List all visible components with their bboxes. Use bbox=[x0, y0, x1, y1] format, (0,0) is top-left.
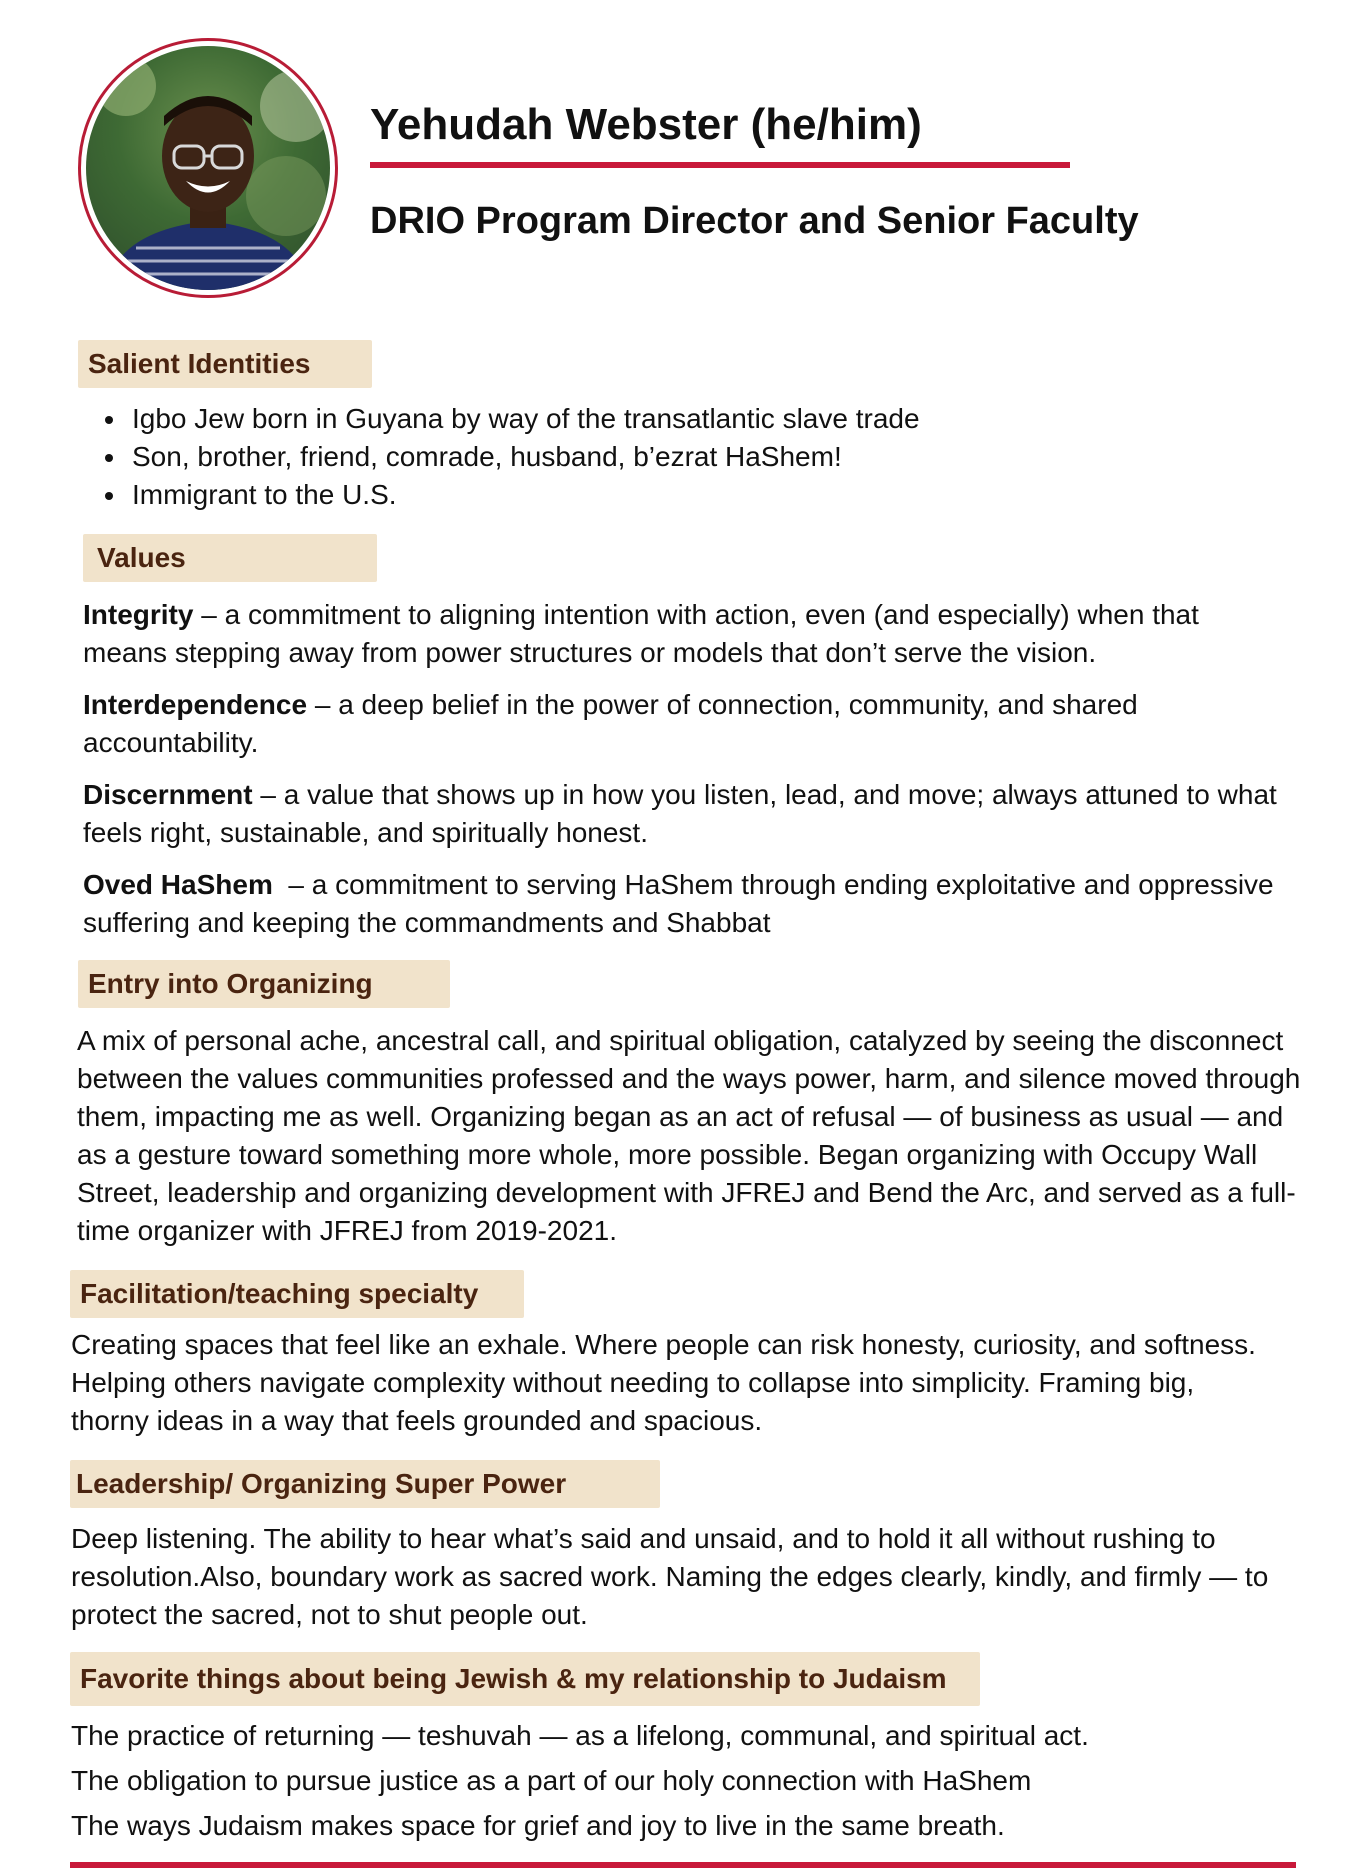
salient-identities-list bbox=[104, 400, 920, 514]
favorite-line: The ways Judaism makes space for grief and joy to live in the same breath. bbox=[71, 1810, 1005, 1841]
value-text: – a commitment to serving HaShem through ending exploitative and oppressive suffering and keeping the commandments and Shabbat bbox=[83, 869, 1282, 938]
favorite-line: The practice of returning — teshuvah — as a lifelong, communal, and spiritual act. bbox=[71, 1720, 1089, 1751]
section-label-leadership: Leadership/ Organizing Super Power bbox=[70, 1460, 660, 1508]
section-label-facilitation: Facilitation/teaching specialty bbox=[70, 1270, 524, 1318]
bottom-divider bbox=[70, 1862, 1296, 1868]
value-term: Integrity bbox=[83, 599, 194, 630]
value-term: Discernment bbox=[83, 779, 253, 810]
avatar bbox=[86, 46, 330, 290]
list-item: • Igbo Jew born in Guyana by way of the transatlantic slave trade bbox=[128, 400, 920, 438]
person-role: DRIO Program Director and Senior Faculty bbox=[370, 200, 1139, 242]
value-item bbox=[83, 866, 1283, 942]
value-term: Interdependence bbox=[83, 689, 308, 720]
value-item bbox=[83, 686, 1283, 762]
name-underline bbox=[370, 162, 1070, 168]
value-text: – a commitment to aligning intention with action, even (and especially) when that means stepping away from power structures or models that don’t serve the vision. bbox=[83, 599, 1199, 668]
value-text: – a value that shows up in how you listen, lead, and move; always attuned to what feels right, sustainable, and spiritually honest. bbox=[83, 779, 1277, 848]
section-label-favorite-things: Favorite things about being Jewish & my relationship to Judaism bbox=[70, 1652, 980, 1706]
value-text: – a deep belief in the power of connection, community, and shared accountability. bbox=[83, 689, 1138, 758]
leadership-paragraph: Deep listening. The ability to hear what’s said and unsaid, and to hold it all without rushing to resolution.Also, boundary work as sacred work. Naming the edges clearly, kindly, and firmly — to protect the sacred, not to shut people out. bbox=[71, 1523, 1269, 1630]
facilitation-paragraph: Creating spaces that feel like an exhale. Where people can risk honesty, curiosity, and softness. Helping others navigate complexity without needing to collapse into simplicity. Framing big, thorny ideas in a way that feels grounded and spacious. bbox=[71, 1329, 1256, 1436]
section-label-entry-into-organizing: Entry into Organizing bbox=[78, 960, 450, 1008]
value-item bbox=[83, 596, 1283, 672]
value-item bbox=[83, 776, 1283, 852]
list-item: • Son, brother, friend, comrade, husband, b’ezrat HaShem! bbox=[128, 438, 920, 476]
section-label-salient-identities: Salient Identities bbox=[78, 340, 372, 388]
section-label-values: Values bbox=[83, 534, 377, 582]
favorite-line: The obligation to pursue justice as a part of our holy connection with HaShem bbox=[71, 1765, 1032, 1796]
avatar-frame bbox=[78, 38, 338, 298]
person-photo-icon bbox=[86, 46, 330, 290]
entry-paragraph: A mix of personal ache, ancestral call, and spiritual obligation, catalyzed by seeing the disconnect between the values communities professed and the ways power, harm, and silence moved through them, impacting me as well. Organizing began as an act of refusal — of business as usual — and as a gesture toward something more whole, more possible. Began organizing with Occupy Wall Street, leadership and organizing development with JFREJ and Bend the Arc, and served as a full-time organizer with JFREJ from 2019-2021. bbox=[77, 1025, 1301, 1246]
person-name: Yehudah Webster (he/him) bbox=[370, 100, 922, 149]
list-item: • Immigrant to the U.S. bbox=[128, 476, 920, 514]
value-term: Oved HaShem bbox=[83, 869, 273, 900]
